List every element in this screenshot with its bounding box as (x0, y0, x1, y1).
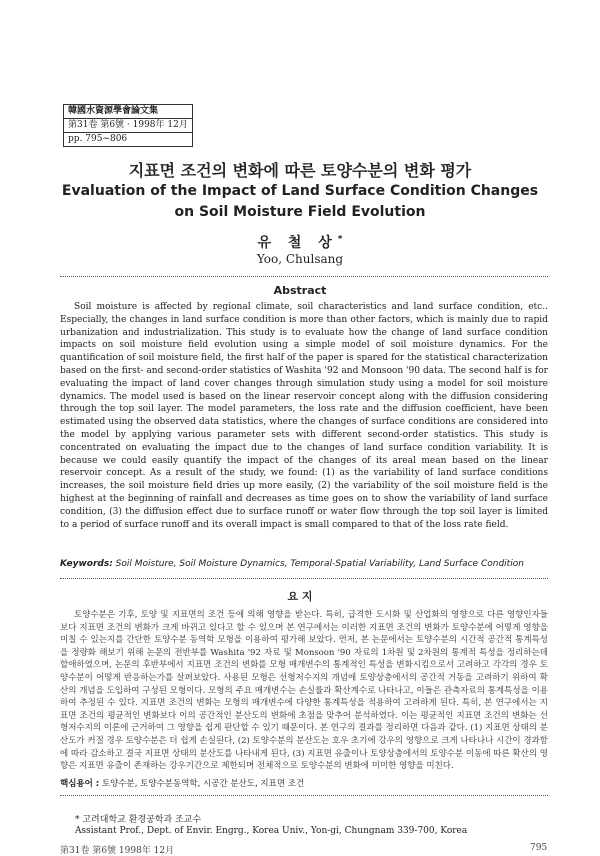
page-number: 795 (530, 843, 548, 853)
keywords (60, 559, 548, 569)
keywords-korean-label: 핵심용어 : (60, 779, 100, 789)
keywords-label: Keywords: (60, 559, 113, 569)
journal-volume: 第31卷 第6號 · 1998年 12月 (64, 119, 192, 133)
divider-bottom (60, 795, 548, 796)
author-english: Yoo, Chulsang (256, 252, 344, 266)
journal-pages: pp. 795~806 (68, 134, 128, 144)
title-english (0, 181, 600, 223)
author-footnote-mark: * (337, 234, 343, 245)
abstract-text: Soil moisture is affected by regional climate, soil characteristics and land surface condition, etc.. Especially, the changes in land surface condition is more than other factors, which is mainly due to rapid urbanization and industrialization. This study is to evaluate how the change of land surface condition impacts on soil moisture field evolution using a simple model of soil moisture dynamics. For the quantification of soil moisture field, the first half of the paper is spared for the statistical characterization based on the first- and second-order statistics of Washita '92 and Monsoon '90 data. The second half is for evaluating the impact of land cover changes through simulation study using a model for soil moisture dynamics. The model used is based on the linear reservoir concept along with the diffusion considering through the top soil layer. The model parameters, the loss rate and the diffusion coefficient, have been estimated using the observed data statistics, where the changes of surface conditions are considered into the model by applying various parameter sets with different second-order statistics. This study is concentrated on evaluating the impact due to the changes of land surface condition variability. It is because we could easily quantify the impact of the changes of its areal mean based on the linear reservoir concept. As a result of the study, we found: (1) as the variability of land surface conditions increases, the soil moisture field dries up more easily, (2) the variability of the soil moisture field is the highest at the beginning of rainfall and decreases as time goes on to show the variability of land surface condition, (3) the diffusion effect due to surface runoff or water flow through the top soil layer is limited to a period of surface runoff and its overall impact is small compared to that of the loss rate field. (60, 302, 548, 530)
divider-middle (60, 578, 548, 579)
yoji-heading: 요 지 (287, 590, 313, 603)
yoji-text: 토양수분은 기후, 토양 및 지표면의 조건 등에 의해 영향을 받는다. 특히, 급격한 도시화 및 산업화의 영향으로 다른 영향인자들 보다 지표면 조건의 변화가 크게 바뀌고 있다고 할 수 있으며 본 연구에서는 이러한 지표면 조건의 변화가 토양수분에 어떻게 영향을 미칠 수 있는지를 간단한 토양수분 동역학 모형을 이용하여 평가해 보았다. 먼저, 본 논문에서는 토양수분의 시간적 공간적 통계특성을 정량화 해보기 위해 논문의 전반부를 Washita '92 자료 및 Monsoon '90 자료의 1차원 및 2차원의 통계적 특성을 정리하는데 할애하였으며, 논문의 후반부에서 지표면 조건의 변화를 모형 매개변수의 통계적인 특성을 변화시킴으로서 고려하고 각각의 경우 토양수분이 어떻게 반응하는가를 살펴보았다. 사용된 모형은 선형저수지의 개념에 토양상층에서의 공간적 거동을 고려하기 위하여 확산의 개념을 도입하여 구성된 모형이다. 모형의 주요 매개변수는 손실률과 확산계수로 나타나고, 이들은 관측자료의 통계특성을 이용하여 추정된 수 있다. 지표면 조건의 변화는 모형의 매개변수에 다양한 통계특성을 적용하여 고려하게 된다. 특히, 본 연구에서는 지표면 조건의 평균적인 변화보다 이의 공간적인 분산도의 변화에 초점을 맞추어 분석하였다. 이는 평균적인 지표면 조건의 변화는 선형저수지의 이론에 근거하여 그 영향을 쉽게 판단할 수 있기 때문이다. 본 연구의 결과를 정리하면 다음과 같다. (1) 지표면 상태의 분산도가 커질 경우 토양수분은 더 쉽게 손실된다, (2) 토양수분의 분산도는 호우 초기에 강우의 영향으로 크게 나타나나 시간이 경과함에 따라 감소하고 결국 지표면 상태의 분산도를 나타내게 된다, (3) 지표면 유출이나 토양상층에서의 토양수분 이동에 따른 확산의 영향은 지표면 유출이 존재하는 강우기간으로 제한되며 전체적으로 토양수분의 변화에 미미한 영향을 미친다. (60, 610, 548, 772)
affiliation-korean: * 고려대학교 환경공학과 조교수 (75, 815, 202, 825)
author-korean-name: 유 철 상 (257, 235, 338, 251)
journal-info-box (63, 104, 193, 147)
abstract-heading: Abstract (273, 284, 327, 297)
keywords-korean (60, 777, 548, 789)
divider-top (60, 276, 548, 277)
keywords-text: Soil Moisture, Soil Moisture Dynamics, Temporal-Spatial Variability, Land Surface Condition (115, 559, 524, 569)
title-korean: 지표면 조건의 변화에 따른 토양수분의 변화 평가 (128, 161, 472, 180)
journal-name: 韓國水資源學會論文集 (64, 105, 192, 119)
title-english-line1: Evaluation of the Impact of Land Surface Condition Changes (61, 183, 539, 199)
affiliation-english: Assistant Prof., Dept. of Envir. Engrg., Korea Univ., Yon-gi, Chungnam 339-700, Korea (75, 826, 468, 836)
author-korean (0, 232, 600, 252)
title-english-line2: on Soil Moisture Field Evolution (174, 204, 426, 220)
keywords-korean-text: 토양수분, 토양수분동역학, 시공간 분산도, 지표면 조건 (101, 779, 305, 789)
page-footer: 第31卷 第6號 1998年 12月 (60, 846, 175, 856)
